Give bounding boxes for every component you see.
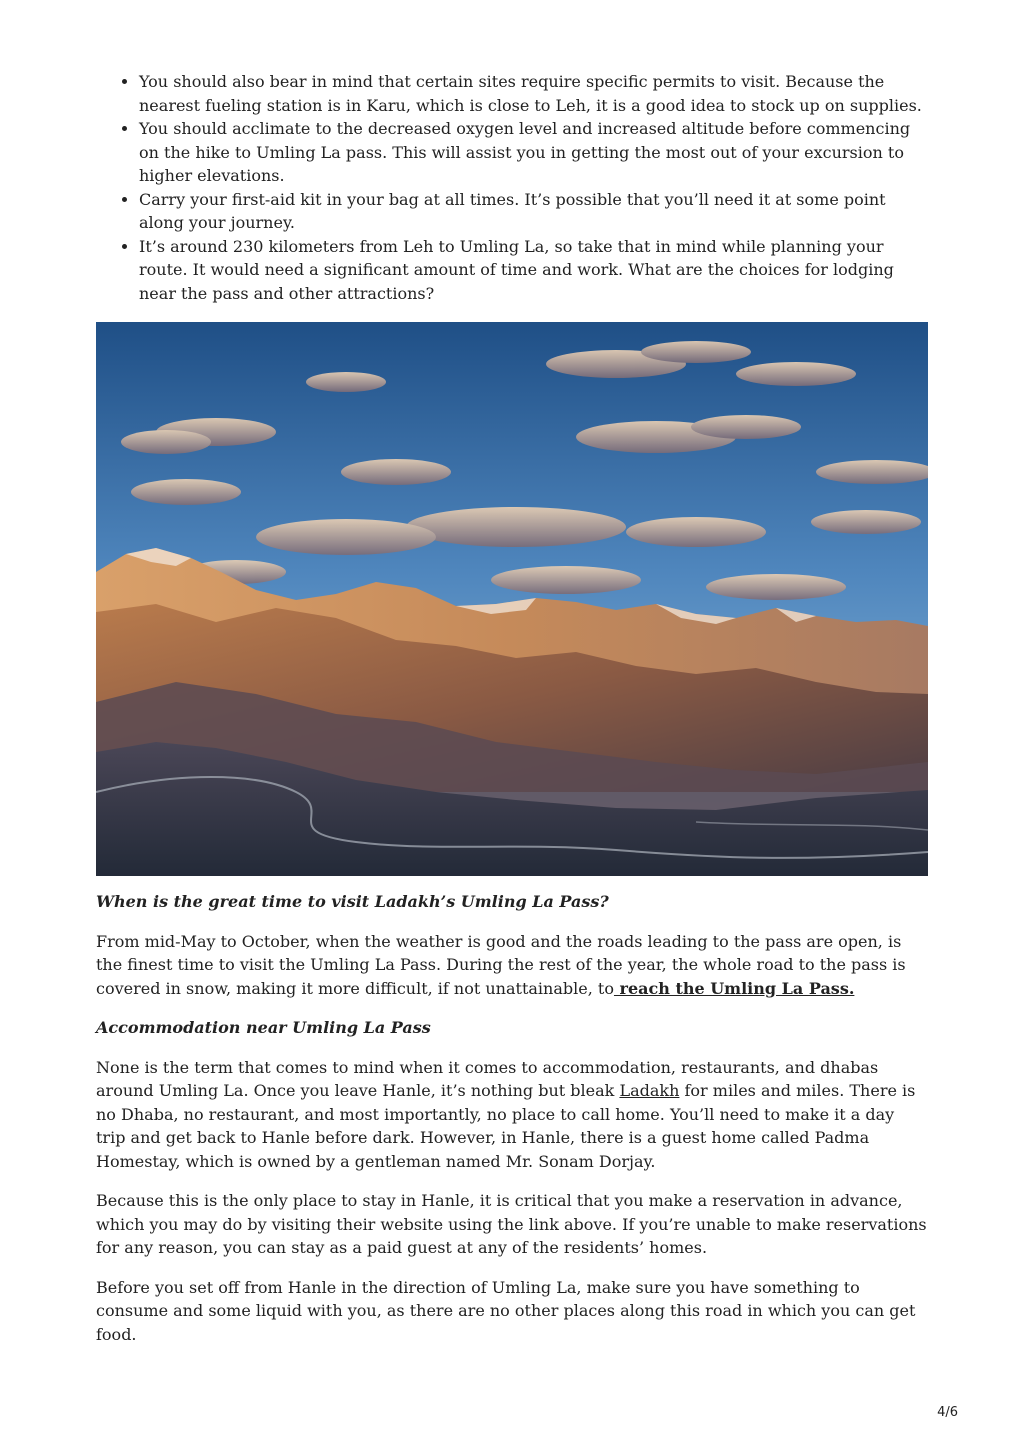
section-heading: When is the great time to visit Ladakh’s Umling La Pass? [96, 892, 609, 911]
list-item: • You should also bear in mind that certain sites require specific permits to visit. Because the nearest fueling station is in Karu, which is close to Leh, it is a good idea to stock up on supplies. [139, 70, 928, 117]
page-number: 4/6 [937, 1405, 958, 1420]
paragraph [96, 930, 928, 1001]
tips-list [96, 70, 928, 305]
list-item: • You should acclimate to the decreased oxygen level and increased altitude before commencing on the hike to Umling La pass. This will assist you in getting the most out of your excursion to higher elevations. [139, 117, 928, 188]
paragraph [96, 1056, 928, 1174]
paragraph: Before you set off from Hanle in the direction of Umling La, make sure you have something to consume and some liquid with you, as there are no other places along this road in which you can get food. [96, 1277, 916, 1344]
ladakh-link[interactable]: Ladakh [619, 1081, 680, 1100]
document-page [96, 70, 928, 1362]
reach-umling-la-link[interactable]: reach the Umling La Pass. [613, 978, 855, 998]
mountain-landscape-photo [96, 322, 928, 876]
paragraph-text: From mid-May to October, when the weather is good and the roads leading to the pass are open, is the finest time to visit the Umling La Pass. During the rest of the year, the whole road to the pass is covered in snow, making it more difficult, if not unattainable, to [96, 931, 906, 998]
paragraph: Because this is the only place to stay in Hanle, it is critical that you make a reservation in advance, which you may do by visiting their website using the link above. If you’re unable to make reservations for any reason, you can stay as a paid guest at any of the residents’ homes. [96, 1191, 927, 1257]
paragraph-text: None is the term that comes to mind when it comes to accommodation, restaurants, and dhabas around Umling La. Once you leave Hanle, it’s nothing but bleak [96, 1057, 879, 1100]
list-item: • It’s around 230 kilometers from Leh to Umling La, so take that in mind while planning your route. It would need a significant amount of time and work. What are the choices for lodging near the pass and other attractions? [139, 235, 928, 306]
list-item: • Carry your first-aid kit in your bag at all times. It’s possible that you’ll need it at some point along your journey. [139, 188, 928, 235]
section-heading: Accommodation near Umling La Pass [96, 1018, 431, 1037]
paragraph-text: for miles and miles. There is no Dhaba, no restaurant, and most importantly, no place to call home. You’ll need to make it a day trip and get back to Hanle before dark. However, in Hanle, there is a guest home called Padma Homestay, which is owned by a gentleman named Mr. Sonam Dorjay. [96, 1081, 916, 1171]
